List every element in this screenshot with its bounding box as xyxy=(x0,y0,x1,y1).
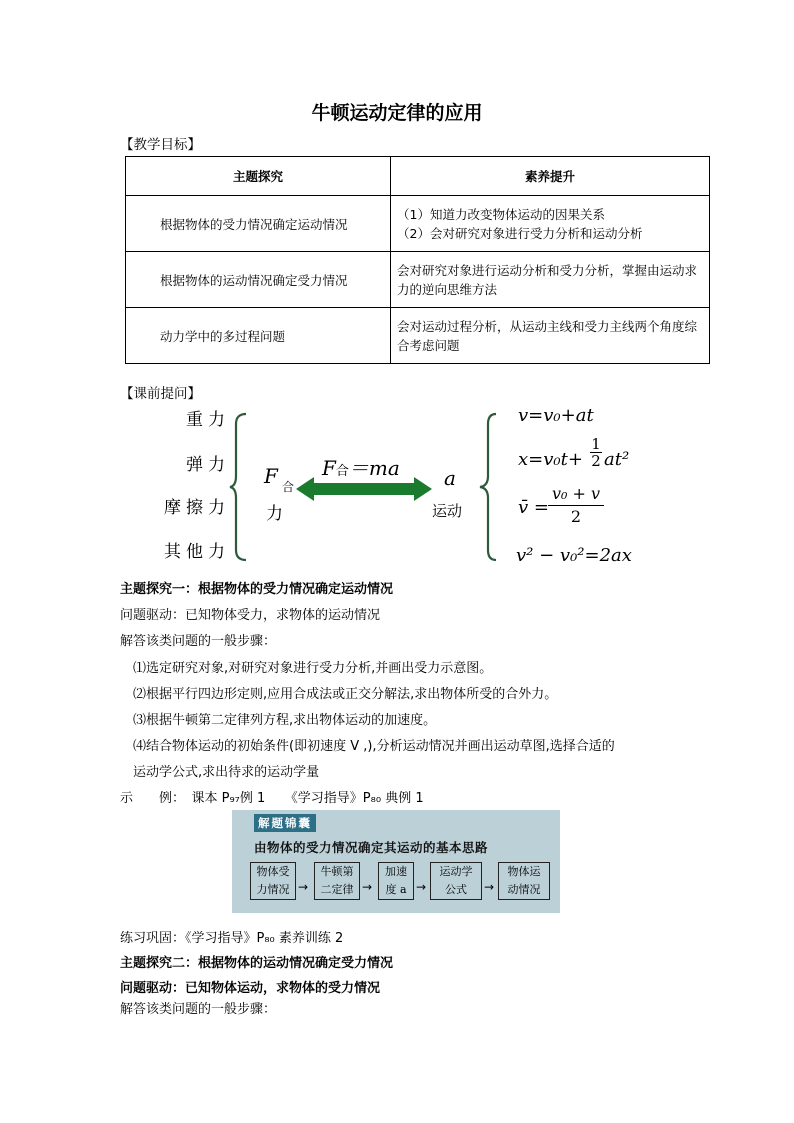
flow-box-line: 运动学 xyxy=(439,865,473,878)
topic1-steps-intro: 解答该类问题的一般步骤： xyxy=(120,634,277,649)
flow-box-newton xyxy=(314,862,360,900)
table-row xyxy=(126,196,710,252)
goals-literacy-cell xyxy=(391,196,710,252)
formula3-left: v̄ = xyxy=(518,497,549,518)
topic2-drive: 问题驱动：已知物体运动，求物体的受力情况 xyxy=(120,981,381,996)
goals-literacy-cell: 会对研究对象进行运动分析和受力分析，掌握由运动求力的逆向思维方法 xyxy=(391,252,710,308)
goals-header-literacy: 素养提升 xyxy=(391,157,710,196)
goals-literacy-line: （1）知道力改变物体运动的因果关系 xyxy=(397,206,605,222)
formula2-numerator: 1 xyxy=(591,435,601,453)
flow-box-line: 度 a xyxy=(385,883,407,896)
topic1-heading: 主题探究一：根据物体的受力情况确定运动情况 xyxy=(120,582,394,597)
topic2-steps-intro: 解答该类问题的一般步骤： xyxy=(120,1002,277,1017)
section-goals-heading: 【教学目标】 xyxy=(120,137,201,153)
flow-box-forces xyxy=(250,862,296,900)
topic1-drive: 问题驱动：已知物体受力，求物体的运动情况 xyxy=(120,608,381,623)
force-other: 其他力 xyxy=(164,542,230,562)
formula2-right: at² xyxy=(604,449,630,470)
topic2-heading: 主题探究二：根据物体的运动情况确定受力情况 xyxy=(120,956,394,971)
left-brace-icon xyxy=(228,412,250,562)
flow-box-motion xyxy=(498,862,550,900)
formula2-denominator: 2 xyxy=(591,452,601,470)
table-row xyxy=(126,252,710,308)
f-symbol: F xyxy=(264,464,278,488)
formula-velocity-displacement: v² − v₀²=2ax xyxy=(516,545,632,566)
formula3-denominator: 2 xyxy=(548,505,604,528)
flow-box-line: 加速 xyxy=(385,865,407,878)
equation-f: F xyxy=(322,456,336,480)
flow-box-line: 牛顿第 xyxy=(320,865,354,878)
flow-caption: 由物体的受力情况确定其运动的基本思路 xyxy=(254,840,489,855)
flow-box-line: 力情况 xyxy=(256,883,290,896)
a-symbol: a xyxy=(444,466,456,490)
f-under-label: 力 xyxy=(266,504,283,524)
double-arrow-icon xyxy=(296,476,432,502)
goals-header-topic: 主题探究 xyxy=(126,157,391,196)
flow-box-acceleration xyxy=(378,862,414,900)
arrow-right-icon: → xyxy=(298,880,309,894)
force-friction: 摩擦力 xyxy=(164,498,230,518)
section-preclass-heading: 【课前提问】 xyxy=(120,386,201,402)
topic1-step: ⑷结合物体运动的初始条件(即初速度 V ,),分析运动情况并画出运动草图,选择合适的 xyxy=(133,739,615,754)
formula2-fraction xyxy=(590,436,602,469)
goals-table xyxy=(125,156,710,364)
flow-box-line: 二定律 xyxy=(320,883,354,896)
flow-box-kinematics xyxy=(430,862,482,900)
practice-line: 练习巩固：《学习指导》P₈₀ 素养训练 2 xyxy=(120,931,344,946)
formula3-fraction xyxy=(548,483,604,528)
flow-box-line: 公式 xyxy=(445,883,467,896)
goals-topic-cell: 根据物体的运动情况确定受力情况 xyxy=(126,252,391,308)
flow-tag: 解题锦囊 xyxy=(254,814,316,832)
goals-literacy-cell: 会对运动过程分析，从运动主线和受力主线两个角度综合考虑问题 xyxy=(391,308,710,364)
arrow-right-icon: → xyxy=(484,880,495,894)
f-subscript: 合 xyxy=(282,480,295,494)
force-elastic: 弹力 xyxy=(186,455,230,475)
goals-topic-cell: 根据物体的受力情况确定运动情况 xyxy=(126,196,391,252)
flow-box-line: 物体运 xyxy=(507,865,541,878)
force-gravity: 重力 xyxy=(186,410,230,430)
arrow-right-icon: → xyxy=(416,880,427,894)
topic1-step: ⑶根据牛顿第二定律列方程,求出物体运动的加速度。 xyxy=(133,713,437,728)
right-brace-icon xyxy=(478,412,500,562)
flow-box-line: 物体受 xyxy=(256,865,290,878)
topic1-step: ⑵根据平行四边形定则,应用合成法或正交分解法,求出物体所受的合外力。 xyxy=(133,687,558,702)
topic1-step: ⑴选定研究对象,对研究对象进行受力分析,并画出受力示意图。 xyxy=(133,661,493,676)
topic1-example: 示 例： 课本 P₉₇例 1 《学习指导》P₈₀ 典例 1 xyxy=(120,791,424,806)
goals-literacy-line: （2）会对研究对象进行受力分析和运动分析 xyxy=(397,225,643,241)
a-under-label: 运动 xyxy=(432,502,463,520)
page-title: 牛顿运动定律的应用 xyxy=(311,102,483,124)
formula2-left: x=v₀t+ xyxy=(518,449,583,470)
flow-box-line: 动情况 xyxy=(507,883,541,896)
arrow-right-icon: → xyxy=(362,880,373,894)
goals-table-header-row xyxy=(126,157,710,196)
flowchart-photo xyxy=(232,810,560,913)
equation-rhs: ＝ma xyxy=(348,456,400,480)
formula-displacement xyxy=(518,449,583,470)
equation-subscript: 合 xyxy=(335,464,349,479)
table-row xyxy=(126,308,710,364)
formula3-numerator: v₀ + v xyxy=(551,484,601,503)
formula-velocity: v=v₀+at xyxy=(518,405,594,426)
goals-topic-cell: 动力学中的多过程问题 xyxy=(126,308,391,364)
topic1-step-continued: 运动学公式,求出待求的运动学量 xyxy=(133,765,320,780)
